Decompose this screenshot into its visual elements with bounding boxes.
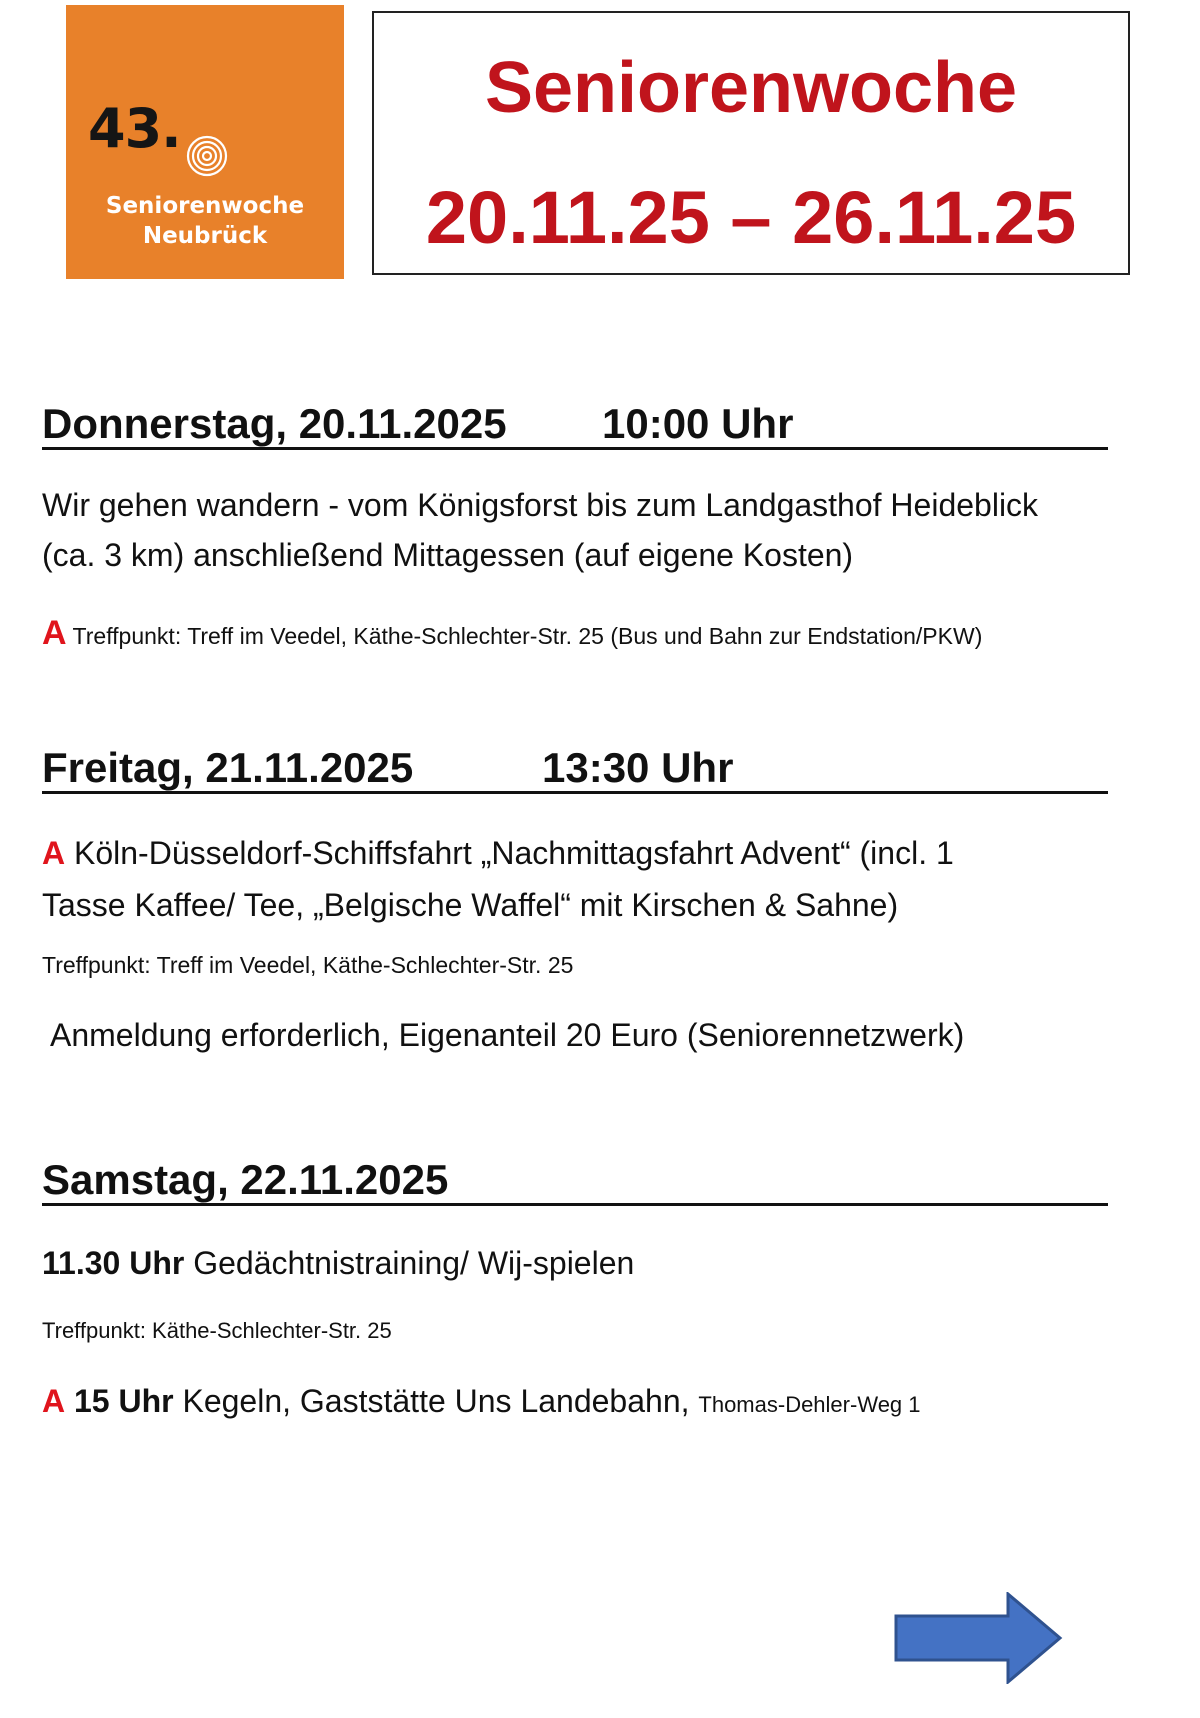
event-address: Thomas-Dehler-Weg 1 (698, 1392, 921, 1417)
event-time: 11.30 Uhr (42, 1245, 185, 1281)
meeting-point-text: Treffpunkt: Treff im Veedel, Käthe-Schlechter-Str. 25 (Bus und Bahn zur Endstation/PKW) (72, 623, 983, 649)
title-box (372, 11, 1130, 275)
right-arrow-icon (894, 1592, 1064, 1684)
day-date: Freitag, 21.11.2025 (42, 744, 414, 791)
day-date: Donnerstag, 20.11.2025 (42, 400, 507, 447)
registration-note: Anmeldung erforderlich, Eigenanteil 20 Euro (Seniorennetzwerk) (50, 1017, 965, 1053)
title-date-range: 20.11.25 – 26.11.25 (425, 176, 1077, 259)
event-description-line-1 (42, 828, 954, 878)
logo (66, 5, 344, 279)
meeting-point: Treffpunkt: Käthe-Schlechter-Str. 25 (42, 1318, 392, 1343)
day-time: 13:30 Uhr (542, 744, 734, 791)
meeting-point: Treffpunkt: Treff im Veedel, Käthe-Schlechter-Str. 25 (42, 952, 574, 978)
event-description-line-2: Tasse Kaffee/ Tee, „Belgische Waffel“ mit Kirschen & Sahne) (42, 887, 899, 923)
event-time: 15 Uhr (74, 1383, 174, 1419)
event-line (42, 1376, 921, 1430)
logo-line-2: Neubrück (142, 223, 268, 249)
logo-number: 43. (88, 97, 181, 160)
event-description-text: Köln-Düsseldorf-Schiffsfahrt „Nachmittagsfahrt Advent“ (incl. 1 (74, 835, 954, 871)
event-description-line-2: (ca. 3 km) anschließend Mittagessen (auf eigene Kosten) (42, 537, 854, 573)
day-heading-saturday (42, 1156, 1108, 1206)
logo-line-1: Seniorenwoche (105, 193, 305, 219)
title-heading: Seniorenwoche (484, 48, 1018, 128)
registration-marker: A (42, 614, 67, 652)
event-text: Kegeln, Gaststätte Uns Landebahn, (182, 1383, 690, 1419)
day-time: 10:00 Uhr (602, 400, 794, 447)
registration-marker: A (42, 835, 66, 871)
day-heading-friday (42, 744, 1108, 794)
event-description-line-1: Wir gehen wandern - vom Königsforst bis zum Landgasthof Heideblick (42, 487, 1039, 523)
event-text: Gedächtnistraining/ Wij-spielen (193, 1245, 635, 1281)
day-heading-thursday (42, 400, 1108, 450)
meeting-point (42, 614, 982, 653)
day-date: Samstag, 22.11.2025 (42, 1156, 449, 1203)
registration-marker: A (42, 1383, 66, 1419)
event-line (42, 1238, 634, 1288)
concentric-rings-icon (186, 135, 228, 177)
